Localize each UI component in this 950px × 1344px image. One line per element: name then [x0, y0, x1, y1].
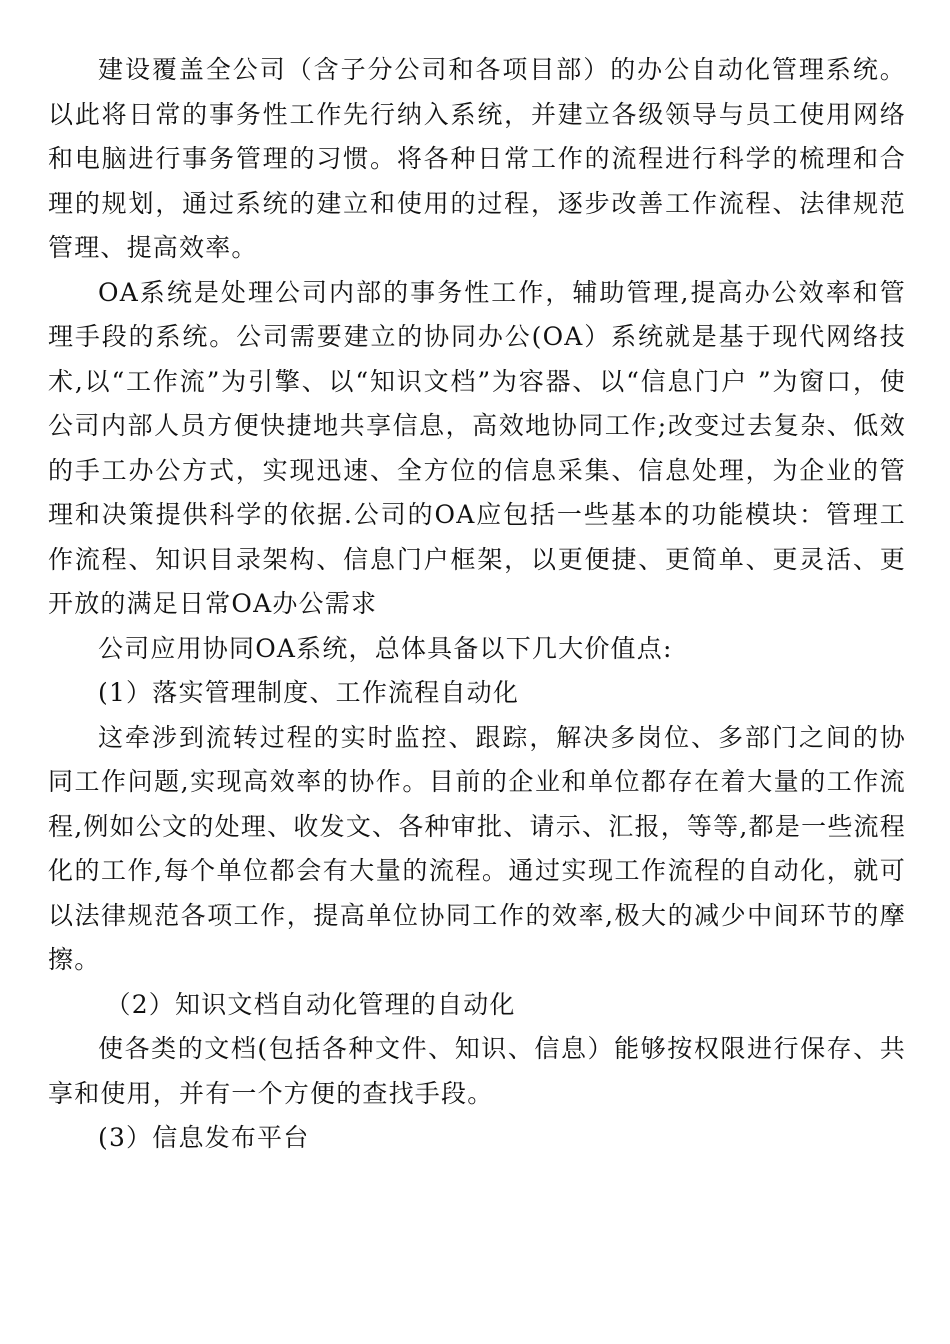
item-2-body: 使各类的文档(包括各种文件、知识、信息）能够按权限进行保存、共享和使用，并有一个方便的查找手段。 — [48, 1034, 906, 1108]
item-2-heading: （2）知识文档自动化管理的自动化 — [105, 989, 516, 1019]
item-1-heading: (1）落实管理制度、工作流程自动化 — [98, 678, 520, 707]
item-1-body: 这牵涉到流转过程的实时监控、跟踪，解决多岗位、多部门之间的协同工作问题,实现高效率的协作。目前的企业和单位都存在着大量的工作流程,例如公文的处理、收发文、各种审批、请示、汇报，等等,都是一些流程化的工作,每个单位都会有大量的流程。通过实现工作流程的自动化，就可以法律规范各项工作，提高单位协同工作的效率,极大的减少中间环节的摩擦。 — [48, 722, 906, 974]
paragraph-oa-definition: OA系统是处理公司内部的事务性工作，辅助管理,提高办公效率和管理手段的系统。公司需要建立的协同办公(OA）系统就是基于现代网络技术,以“工作流”为引擎、以“知识文档”为容器、以“信息门户 ”为窗口，使公司内部人员方便快捷地共享信息，高效地协同工作;改变过去复杂、低效的手工办公方式，实现迅速、全方位的信息采集、信息处理，为企业的管理和决策提供科学的依据.公司的OA应包括一些基本的功能模块：管理工作流程、知识目录架构、信息门户框架，以更便捷、更简单、更灵活、更开放的满足日常OA办公需求 — [48, 277, 906, 618]
item-3-heading: (3）信息发布平台 — [98, 1123, 310, 1152]
document-body — [48, 48, 906, 1161]
paragraph-oa-coverage: 建设覆盖全公司（含子分公司和各项目部）的办公自动化管理系统。以此将日常的事务性工作先行纳入系统，并建立各级领导与员工使用网络和电脑进行事务管理的习惯。将各种日常工作的流程进行科学的梳理和合理的规划，通过系统的建立和使用的过程，逐步改善工作流程、法律规范管理、提高效率。 — [48, 55, 906, 262]
paragraph-value-points-intro: 公司应用协同OA系统，总体具备以下几大价值点: — [98, 633, 673, 663]
